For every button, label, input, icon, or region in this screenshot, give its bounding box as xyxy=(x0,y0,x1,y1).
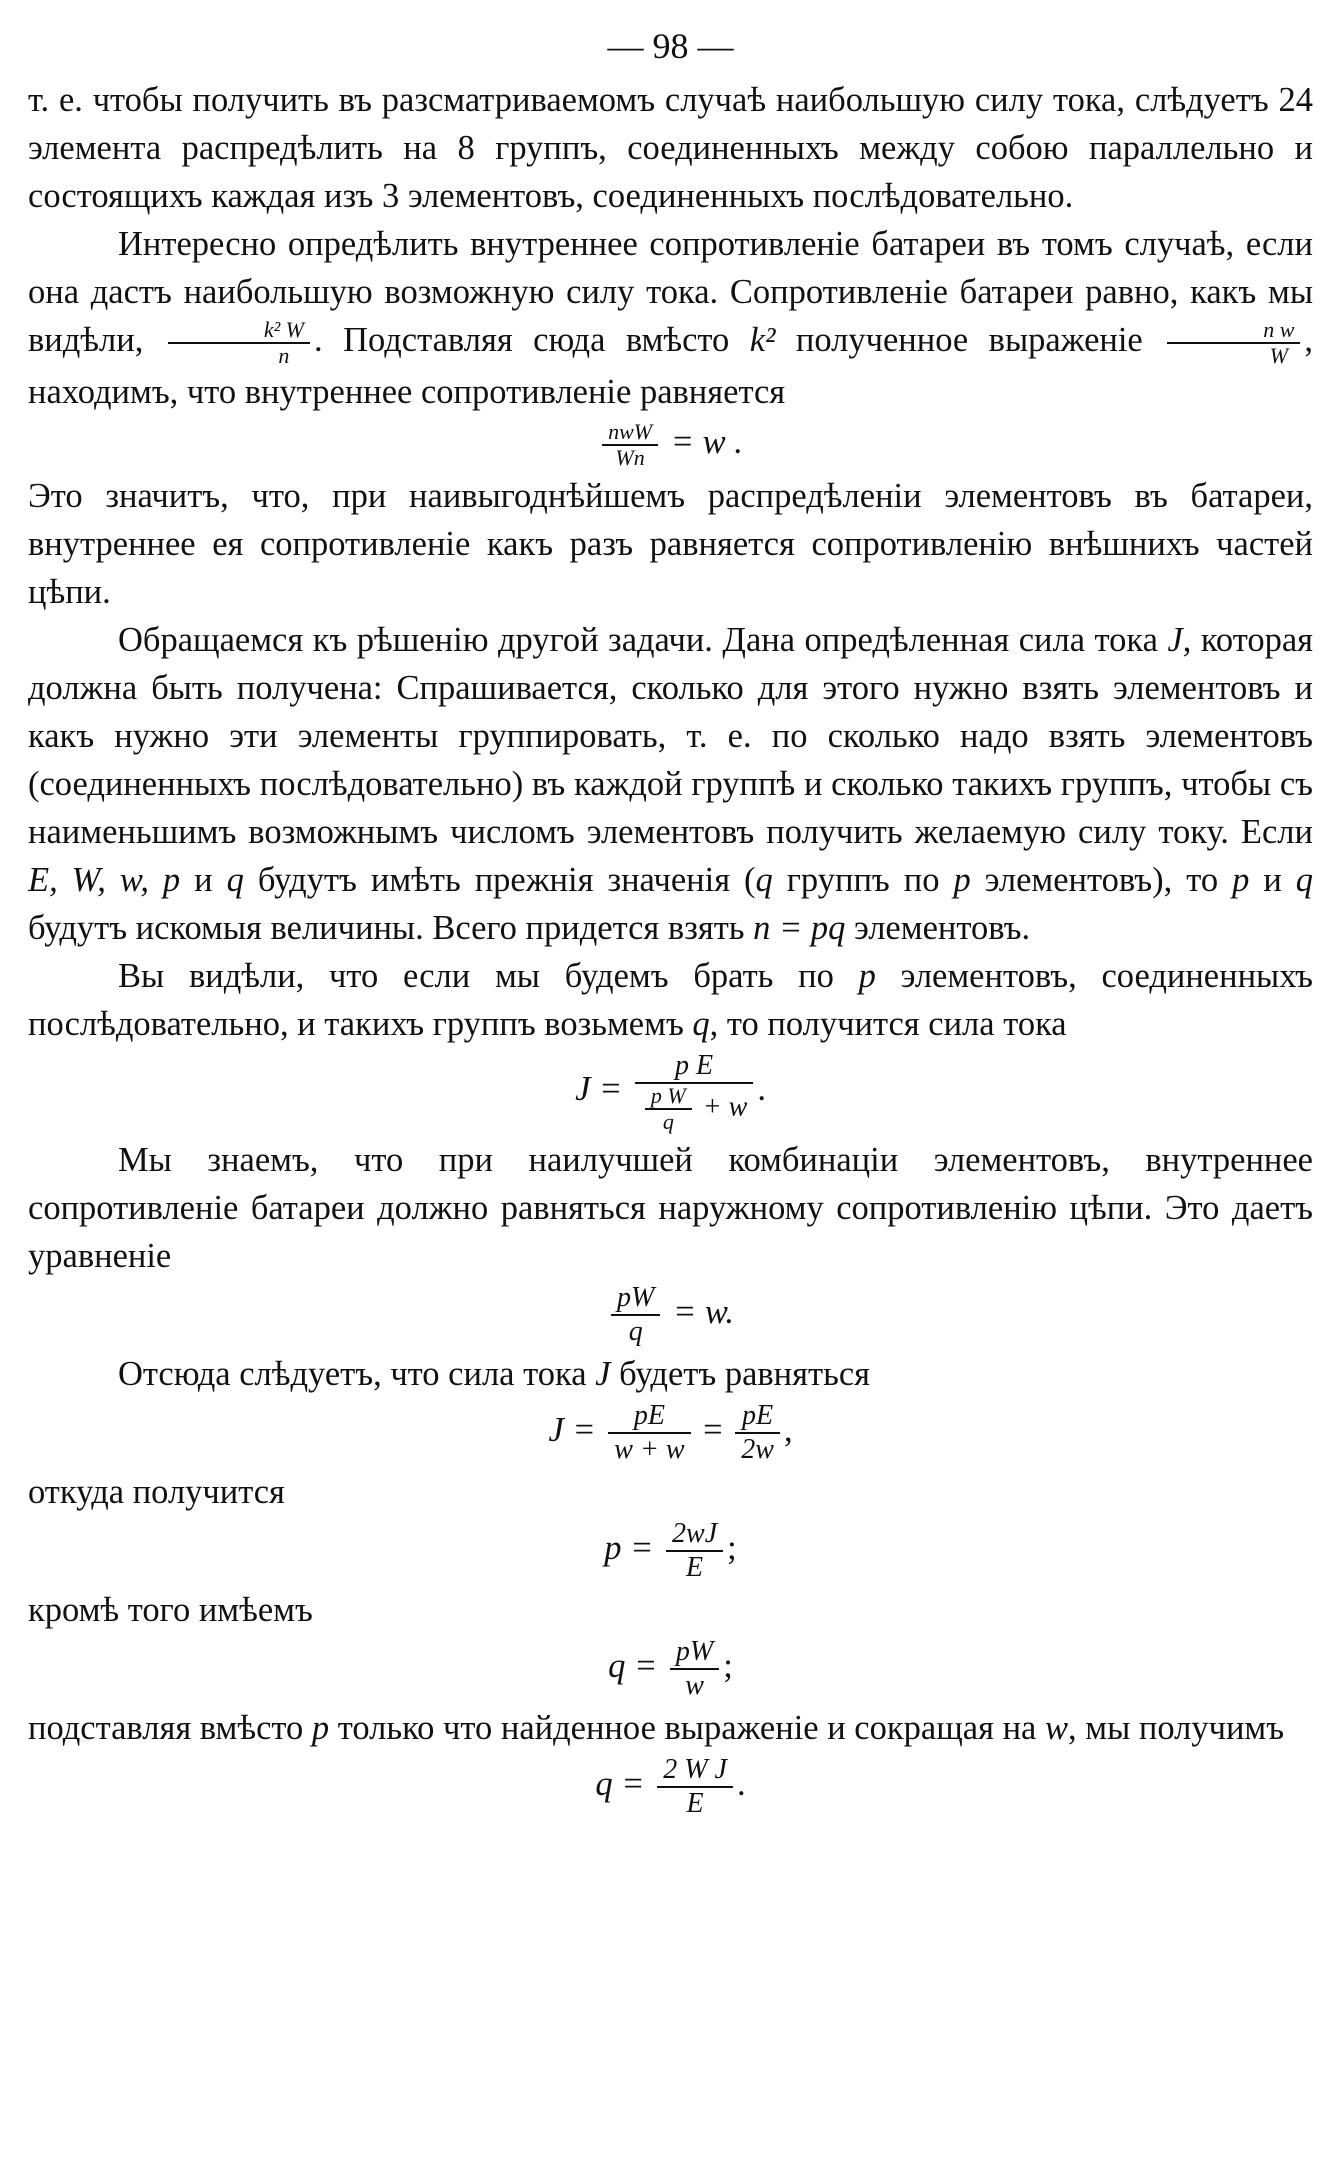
paragraph-6: Мы знаемъ, что при наилучшей комбинаціи элементовъ, внутреннее сопротивленіе батареи должно равняться наружному сопротивленію цѣпи. Это даетъ уравненіе xyxy=(28,1141,1313,1276)
symbol-k2: k² xyxy=(749,321,776,359)
equation-1: $\frac{\text{nwW}}{Wn}$ = w . xyxy=(28,418,1313,470)
equation-5: p = $\frac{2wJ}{E}$ ; xyxy=(604,1518,737,1584)
fraction-nw-over-w: $\frac{\text{n w}}{W}$ xyxy=(1167,318,1300,368)
paragraph-8: откуда получится xyxy=(28,1473,285,1512)
paragraph-2-text-d: , находимъ, что внутреннее сопротивленіе равняется xyxy=(28,321,1314,412)
paragraph-5: Вы видѣли, что если мы будемъ брать по p элементовъ, соединенныхъ послѣдовательно, и такихъ группъ возьмемъ q, то получится сила тока xyxy=(28,957,1314,1044)
fraction-k2w-over-n: $\frac{\text{k² W}}{n}$ xyxy=(168,318,310,368)
page-number: — 98 — xyxy=(607,26,734,66)
paragraph-2 xyxy=(28,220,1313,416)
paragraph-10: подставляя вмѣсто p только что найденное выраженіе и сокращая на w, мы получимъ xyxy=(28,1709,1285,1748)
equation-2: J = p E $\frac{\text{p W}}{q}$ + w . xyxy=(575,1050,766,1135)
equation-6: q = $\frac{pW}{w}$ ; xyxy=(608,1636,733,1702)
equation-4: J = $\frac{pE}{w + w}$ = $\frac{pE}{2w}$ , xyxy=(548,1400,793,1466)
paragraph-2-text-a: Интересно опредѣлить внутреннее сопротивленіе батареи въ томъ случаѣ, если она дастъ наибольшую возможную силу тока. Сопротивленіе батареи равно, какъ мы видѣли, xyxy=(28,225,1313,359)
paragraph-2-text-b: . Подставляя сюда вмѣсто xyxy=(314,321,730,359)
paragraph-4: Обращаемся къ рѣшенію другой задачи. Дана опредѣленная сила тока J, которая должна быть получена: Спрашивается, сколько для этого нужно взять элементовъ и какъ нужно эти элементы группировать, т. е. по сколько надо взять элементовъ (соединенныхъ послѣдовательно) въ каждой группѣ и сколько такихъ группъ, чтобы съ наименьшимъ возможнымъ числомъ элементовъ получить желаемую силу току. Если E, W, w, p и q будутъ имѣть прежнія значенія (q группъ по p элементовъ), то p и q будутъ искомыя величины. Всего придется взять n = pq элементовъ. xyxy=(28,621,1314,948)
paragraph-9: кромѣ того имѣемъ xyxy=(28,1591,313,1630)
paragraph-3: Это значитъ, что, при наивыгоднѣйшемъ распредѣленіи элементовъ въ батареи, внутреннее ея сопротивленіе какъ разъ равняется сопротивленію внѣшнихъ частей цѣпи. xyxy=(28,477,1313,612)
paragraph-2-text-c: полученное выраженіе xyxy=(795,321,1143,359)
paragraph-1: т. е. чтобы получить въ разсматриваемомъ случаѣ наибольшую силу тока, слѣдуетъ 24 элемента распредѣлить на 8 группъ, соединенныхъ между собою параллельно и состоящихъ каждая изъ 3 элементовъ, соединенныхъ послѣдовательно. xyxy=(28,81,1313,215)
equation-3: $\frac{pW}{q}$ = w. xyxy=(28,1282,1313,1348)
paragraph-7: Отсюда слѣдуетъ, что сила тока J будетъ равняться xyxy=(118,1355,871,1394)
equation-7: q = $\frac{\text{2 W J}}{E}$ . xyxy=(595,1754,746,1820)
